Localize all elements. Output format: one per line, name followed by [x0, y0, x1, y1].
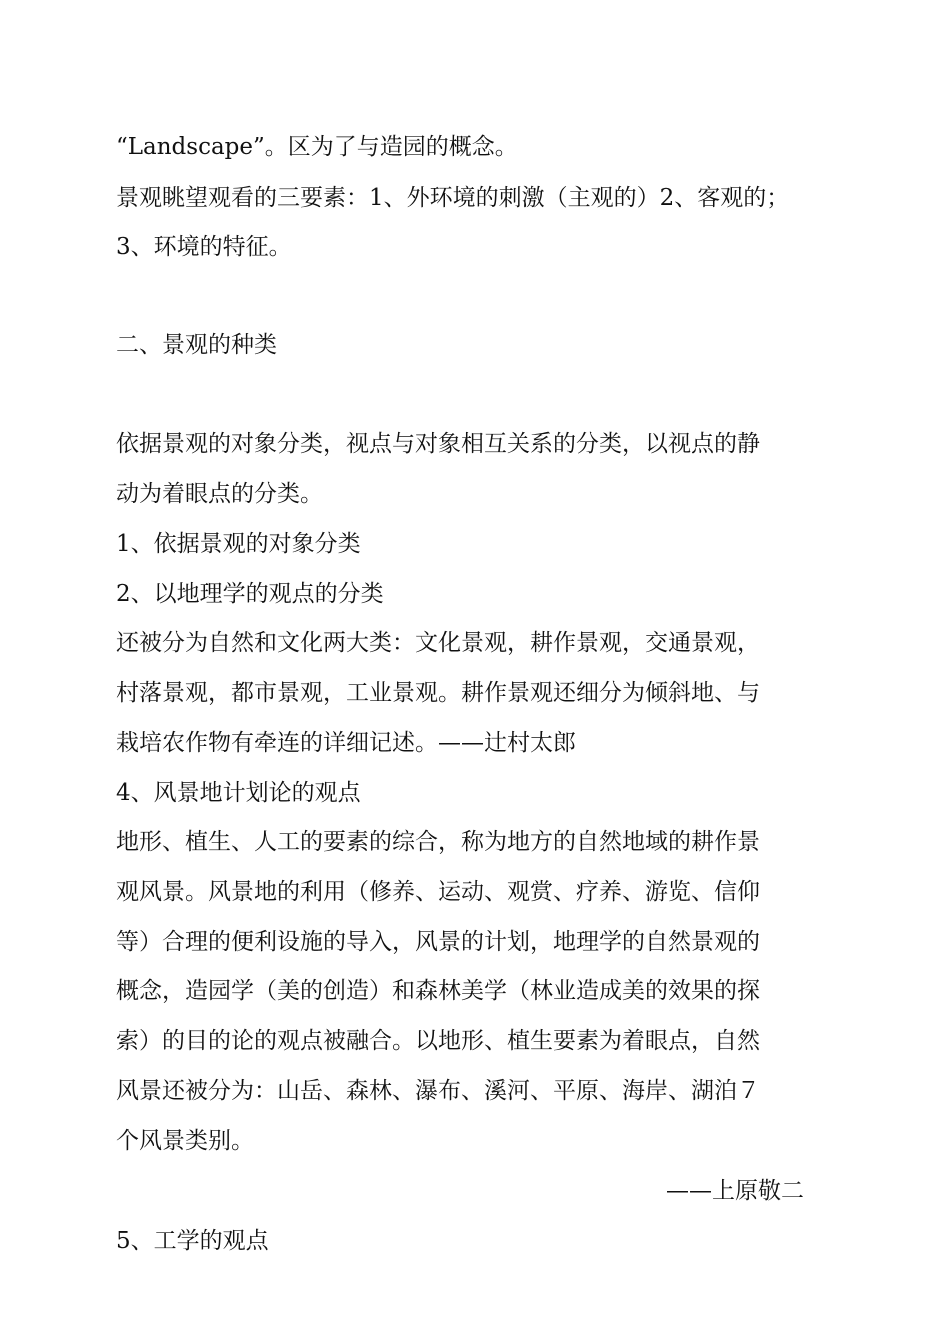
text-line: 还被分为自然和文化两大类：文化景观，耕作景观，交通景观，	[116, 630, 760, 656]
text-line: 概念，造园学（美的创造）和森林美学（林业造成美的效果的探	[116, 978, 760, 1004]
text-line: 栽培农作物有牵连的详细记述。——辻村太郎	[116, 730, 576, 756]
text-line: 地形、植生、人工的要素的综合，称为地方的自然地域的耕作景	[116, 829, 760, 855]
list-item: 2、以地理学的观点的分类	[116, 581, 384, 607]
text-line: 村落景观，都市景观，工业景观。耕作景观还细分为倾斜地、与	[116, 680, 760, 706]
text-line: “Landscape”。区为了与造园的概念。	[116, 134, 518, 160]
text-line: 景观眺望观看的三要素：1、外环境的刺激（主观的）2、客观的；	[116, 185, 790, 211]
text-line: 动为着眼点的分类。	[116, 481, 323, 507]
text-line: 风景还被分为：山岳、森林、瀑布、溪河、平原、海岸、湖泊７	[116, 1078, 760, 1104]
text-line: 等）合理的便利设施的导入，风景的计划，地理学的自然景观的	[116, 929, 760, 955]
author-attribution: ——上原敬二	[666, 1178, 804, 1204]
text-line: 依据景观的对象分类，视点与对象相互关系的分类，以视点的静	[116, 431, 760, 457]
list-item: 5、工学的观点	[116, 1228, 269, 1254]
list-item: 1、依据景观的对象分类	[116, 531, 361, 557]
text-line: 3、环境的特征。	[116, 234, 292, 260]
list-item: 4、风景地计划论的观点	[116, 780, 361, 806]
section-heading: 二、景观的种类	[116, 332, 277, 358]
text-line: 个风景类别。	[116, 1128, 254, 1154]
text-line: 索）的目的论的观点被融合。以地形、植生要素为着眼点，自然	[116, 1028, 760, 1054]
text-line: 观风景。风景地的利用（修养、运动、观赏、疗养、游览、信仰	[116, 879, 760, 905]
